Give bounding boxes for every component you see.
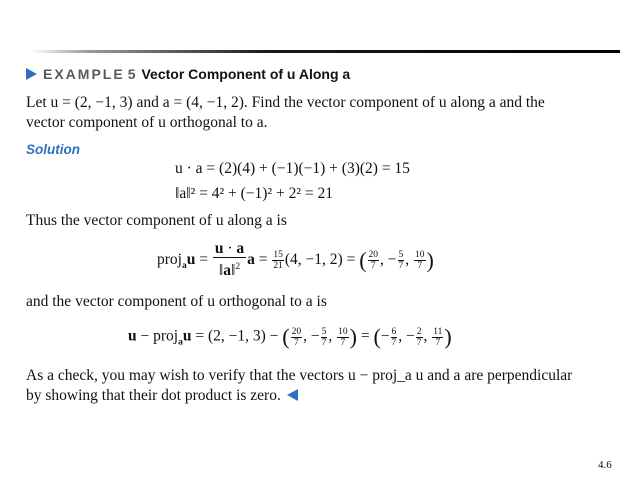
projection-fraction: $\frac{u \cdot a}{‖a‖^2}$: [214, 240, 245, 280]
projection-equation: proj$_a$u = $\frac{u \cdot a}{‖a‖^2}$ a = $\frac{15}{21}$ (4, −1, 2) = ( $\frac{20}{7}$ , − $\frac{5}{7}$ , $\frac{10}{7}$ ): [157, 240, 434, 280]
triangle-left-icon: [287, 389, 298, 401]
example-label: EXAMPLE: [43, 66, 125, 82]
thus-text: Thus the vector component of u along a is: [26, 212, 287, 229]
solution-label: Solution: [26, 142, 80, 157]
dot-product-equation: u · a = (2)(4) + (−1)(−1) + (3)(2) = 15: [175, 160, 410, 177]
norm-equation: ‖a‖² = 4² + (−1)² + 2² = 21: [175, 185, 333, 202]
example-number: 5: [127, 66, 136, 82]
orthogonal-text: and the vector component of u orthogonal to a is: [26, 293, 327, 310]
page-number: 4.6: [598, 459, 612, 471]
example-heading: [26, 66, 350, 82]
orthogonal-equation: u − proj$_a$u = (2, −1, 3) − ( $\frac{20}{7}$ , − $\frac{5}{7}$ , $\frac{10}{7}$ ) = (− $\frac{6}{7}$ , − $\frac{2}{7}$ , $\frac{11}{7}$ ): [128, 324, 452, 349]
header-rule: [30, 50, 620, 53]
check-line-1: As a check, you may wish to verify that the vectors u − proj_a u and a are perpendicular: [26, 367, 573, 384]
problem-line-2: vector component of u orthogonal to a.: [26, 114, 268, 131]
check-line-2: by showing that their dot product is zero.: [26, 386, 298, 406]
example-title: Vector Component of u Along a: [141, 66, 351, 82]
triangle-right-icon: [26, 68, 37, 80]
problem-line-1: Let u = (2, −1, 3) and a = (4, −1, 2). Find the vector component of u along a and the: [26, 94, 545, 111]
